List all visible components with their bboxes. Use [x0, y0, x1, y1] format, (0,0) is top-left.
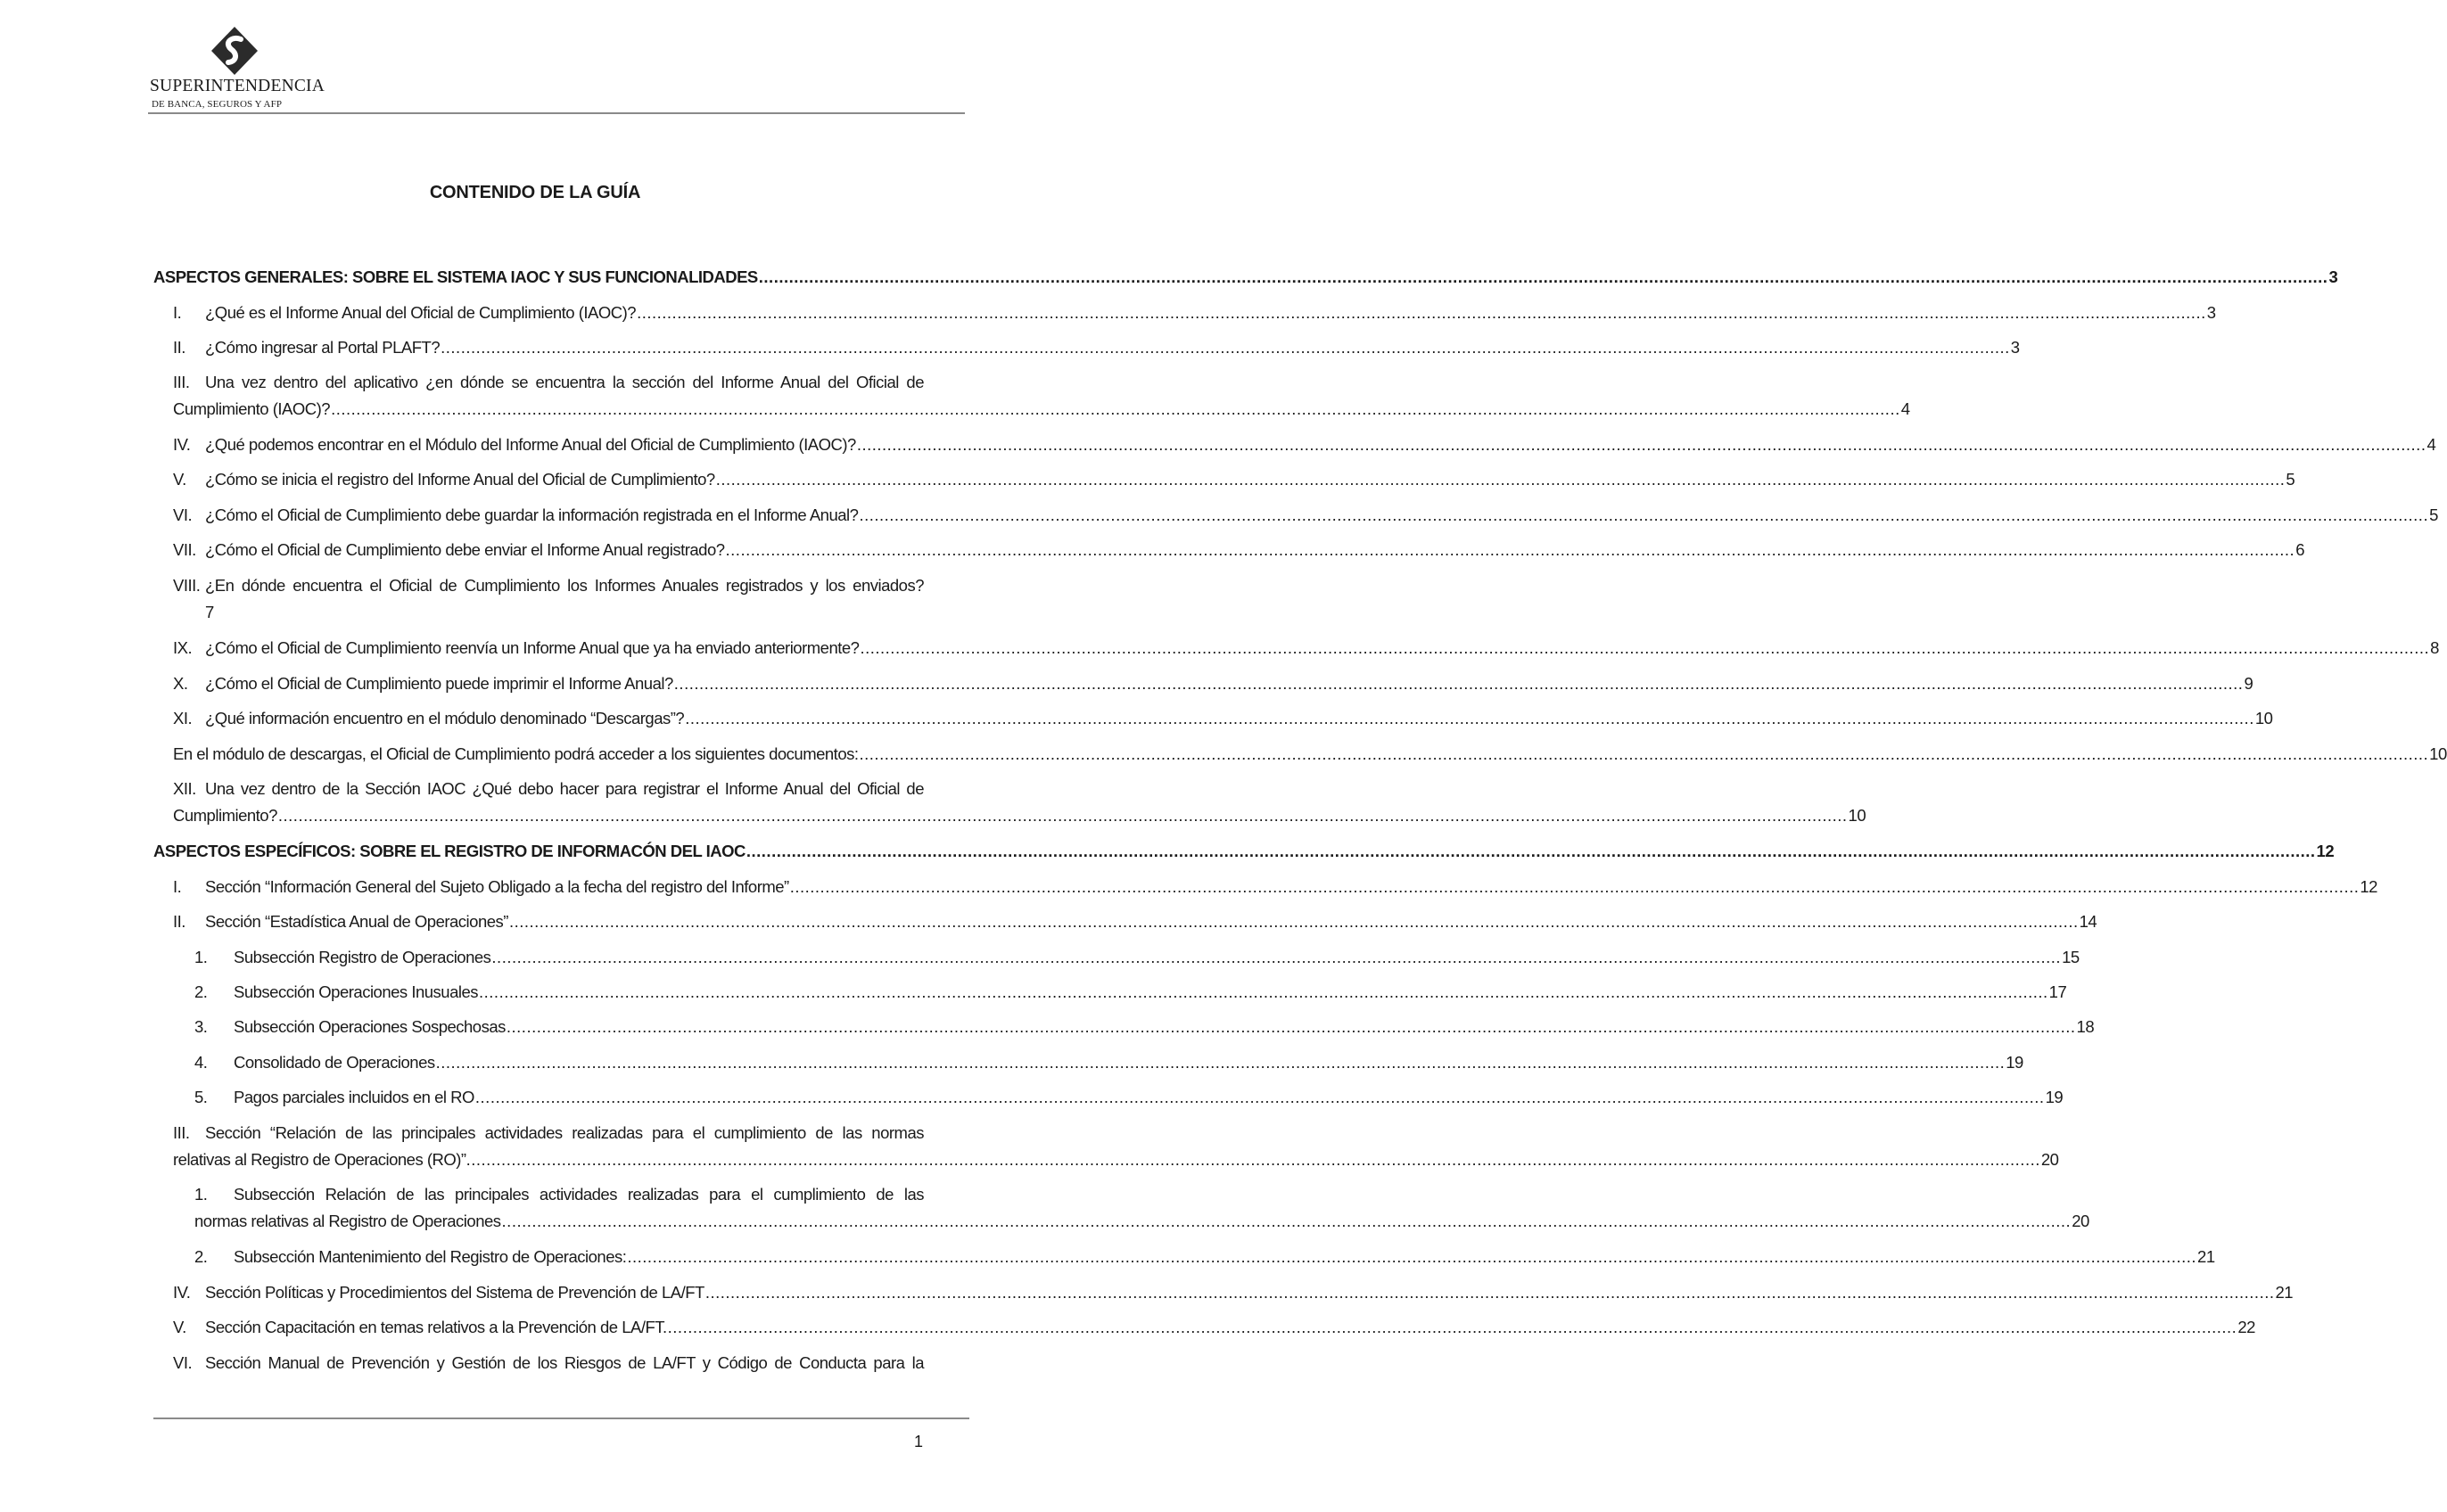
toc-text: Sección Manual de Prevención y Gestión de los Riesgos de LA/FT y Código de Conducta para la: [205, 1353, 924, 1372]
toc-number: 5.: [194, 1088, 208, 1106]
toc-page: 12: [2316, 842, 2335, 860]
toc-entry[interactable]: [173, 1350, 924, 1376]
toc-entry[interactable]: [173, 1314, 2255, 1341]
toc-leader: [502, 1208, 2072, 1235]
toc-number: 1.: [194, 948, 208, 966]
toc-page: 9: [2244, 674, 2253, 693]
toc-text: Sección Políticas y Procedimientos del Sistema de Prevención de LA/FT: [205, 1283, 704, 1302]
toc-entry[interactable]: [173, 705, 2273, 732]
toc-number: XI.: [173, 709, 193, 727]
toc-number: X.: [173, 674, 188, 693]
toc-number: VI.: [173, 505, 193, 524]
toc-leader: [860, 635, 2429, 662]
toc-number: 3.: [194, 1017, 208, 1036]
toc-entry[interactable]: [173, 1120, 2059, 1173]
toc-entry[interactable]: [173, 874, 2377, 900]
toc-page: 14: [2079, 912, 2097, 931]
toc-page: 21: [2275, 1283, 2294, 1302]
toc-page: 3: [2328, 267, 2338, 286]
toc-page: 7: [205, 603, 214, 621]
toc-page: 17: [2048, 982, 2067, 1001]
toc-text: Una vez dentro del aplicativo ¿en dónde se encuentra la sección del Informe Anual del Oficial de: [205, 373, 924, 391]
toc-subentry[interactable]: [194, 1084, 2064, 1111]
toc-entry[interactable]: [173, 502, 2438, 529]
toc-leader: [668, 1314, 2237, 1341]
toc-text: ¿Qué podemos encontrar en el Módulo del Informe Anual del Oficial de Cumplimiento (IAOC)?: [205, 435, 856, 454]
toc-text: Subsección Operaciones Sospechosas: [234, 1017, 506, 1036]
toc-entry[interactable]: [173, 300, 2216, 326]
toc-leader: [759, 264, 2328, 291]
toc-text: ¿Cómo el Oficial de Cumplimiento puede imprimir el Informe Anual?: [205, 674, 673, 693]
toc-leader: [436, 1049, 2006, 1076]
toc-number: 1.: [194, 1185, 208, 1204]
toc-leader: [637, 300, 2206, 326]
toc-number: V.: [173, 470, 186, 489]
toc-number: I.: [173, 303, 182, 322]
toc-page: 10: [2254, 709, 2273, 727]
toc-text: Subsección Relación de las principales actividades realizadas para el cumplimiento de las: [234, 1185, 924, 1204]
toc-leader: [705, 1279, 2275, 1306]
toc-entry[interactable]: [173, 670, 2253, 697]
toc-page: 8: [2430, 638, 2439, 657]
toc-text: ¿En dónde encuentra el Oficial de Cumplimiento los Informes Anuales registrados y los enviados?: [205, 576, 924, 595]
toc-leader: [491, 944, 2061, 971]
toc-entry[interactable]: [173, 776, 1866, 829]
toc-text-continued: normas relativas al Registro de Operaciones: [194, 1212, 501, 1230]
toc-number: IV.: [173, 1283, 191, 1302]
toc-page: 10: [2429, 744, 2447, 763]
document-title: CONTENIDO DE LA GUÍA: [429, 183, 641, 202]
toc-text: Pagos parciales incluidos en el RO: [234, 1088, 474, 1106]
toc-subentry[interactable]: [194, 1181, 2089, 1235]
toc-leader: [507, 1014, 2076, 1040]
toc-page: 4: [2426, 435, 2436, 454]
toc-number: XII.: [173, 779, 196, 798]
toc-text: Consolidado de Operaciones: [234, 1053, 435, 1072]
toc-entry[interactable]: [173, 466, 2295, 493]
toc-text: Sección “Información General del Sujeto Obligado a la fecha del registro del Informe”: [205, 877, 789, 896]
toc-leader: [479, 979, 2048, 1006]
toc-leader: [857, 431, 2426, 458]
toc-text: ¿Qué información encuentro en el módulo denominado “Descargas”?: [205, 709, 685, 727]
toc-number: II.: [173, 912, 185, 931]
toc-text-continued: Cumplimiento (IAOC)?: [173, 399, 331, 418]
toc-leader: [278, 802, 1848, 829]
footer-divider: [153, 1418, 969, 1419]
toc-number: IV.: [173, 435, 191, 454]
org-subtitle: DE BANCA, SEGUROS Y AFP: [152, 99, 283, 110]
toc-page: 4: [1900, 399, 1910, 418]
toc-text: ASPECTOS GENERALES: SOBRE EL SISTEMA IAOC Y SUS FUNCIONALIDADES: [153, 267, 758, 286]
toc-entry[interactable]: [173, 635, 2439, 662]
toc-leader: [685, 705, 2254, 732]
toc-leader: [746, 838, 2316, 865]
toc-entry[interactable]: [173, 334, 2020, 361]
toc-page: 20: [2040, 1150, 2059, 1169]
toc-text: Subsección Mantenimiento del Registro de Operaciones:: [234, 1247, 627, 1266]
toc-number: 2.: [194, 982, 208, 1001]
toc-number: IX.: [173, 638, 193, 657]
toc-leader: [726, 537, 2295, 563]
toc-leader: [716, 466, 2286, 493]
toc-entry[interactable]: [173, 741, 2447, 768]
toc-text: Una vez dentro de la Sección IAOC ¿Qué debo hacer para registrar el Informe Anual del Oficial de: [205, 779, 924, 798]
toc-page: 19: [2006, 1053, 2023, 1072]
toc-page: 12: [2360, 877, 2377, 896]
toc-entry[interactable]: [173, 369, 1910, 423]
toc-page: 5: [2429, 505, 2438, 524]
toc-heading-specific[interactable]: [153, 838, 2335, 865]
toc-number: I.: [173, 877, 182, 896]
toc-text: En el módulo de descargas, el Oficial de Cumplimiento podrá acceder a los siguientes documentos:: [173, 744, 859, 763]
toc-entry[interactable]: [173, 908, 2097, 935]
toc-subentry[interactable]: [194, 979, 2067, 1006]
toc-number: 4.: [194, 1053, 208, 1072]
toc-page: 20: [2072, 1212, 2089, 1230]
toc-text: ¿Cómo el Oficial de Cumplimiento debe guardar la información registrada en el Informe Anual?: [205, 505, 859, 524]
toc-number: III.: [173, 1123, 190, 1142]
toc-page: 21: [2197, 1247, 2215, 1266]
toc-number: VI.: [173, 1353, 193, 1372]
toc-number: II.: [173, 338, 185, 357]
toc-number: III.: [173, 373, 190, 391]
toc-text-continued: Cumplimiento?: [173, 806, 277, 825]
toc-page: 15: [2062, 948, 2080, 966]
toc-text: Subsección Registro de Operaciones: [234, 948, 491, 966]
toc-number: 2.: [194, 1247, 208, 1266]
toc-text: ¿Cómo el Oficial de Cumplimiento reenvía un Informe Anual que ya ha enviado anteriormente?: [205, 638, 860, 657]
toc-text: Sección “Relación de las principales actividades realizadas para el cumplimiento de las normas: [205, 1123, 924, 1142]
toc-leader: [475, 1084, 2045, 1111]
toc-text: ¿Qué es el Informe Anual del Oficial de Cumplimiento (IAOC)?: [205, 303, 637, 322]
toc-page: 3: [2010, 338, 2020, 357]
toc-subentry[interactable]: [194, 1244, 2215, 1270]
toc-leader: [860, 741, 2429, 768]
toc-text: ¿Cómo se inicia el registro del Informe Anual del Oficial de Cumplimiento?: [205, 470, 715, 489]
toc-text: ¿Cómo el Oficial de Cumplimiento debe enviar el Informe Anual registrado?: [205, 540, 725, 559]
toc-entry[interactable]: [173, 1279, 2294, 1306]
toc-text: Subsección Operaciones Inusuales: [234, 982, 479, 1001]
toc-entry[interactable]: [173, 431, 2436, 458]
toc-page: 6: [2295, 540, 2304, 559]
toc-text: Sección Capacitación en temas relativos a la Prevención de LA/FT.: [205, 1318, 667, 1336]
toc-subentry[interactable]: [194, 1014, 2095, 1040]
toc-number: VII.: [173, 540, 196, 559]
toc-number: VIII.: [173, 576, 201, 595]
toc-leader: [509, 908, 2079, 935]
toc-entry[interactable]: [173, 572, 924, 626]
toc-text: ¿Cómo ingresar al Portal PLAFT?: [205, 338, 441, 357]
toc-page: 3: [2206, 303, 2216, 322]
toc-subentry[interactable]: [194, 1049, 2023, 1076]
toc-subentry[interactable]: [194, 944, 2080, 971]
toc-entry[interactable]: [173, 537, 2304, 563]
toc-page: 22: [2237, 1318, 2255, 1336]
toc-number: V.: [173, 1318, 186, 1336]
toc-leader: [674, 670, 2244, 697]
toc-page: 18: [2076, 1017, 2095, 1036]
toc-leader: [471, 1146, 2040, 1173]
toc-leader: [859, 502, 2428, 529]
toc-text-continued: relativas al Registro de Operaciones (RO)”.: [173, 1150, 471, 1169]
toc-leader: [790, 874, 2360, 900]
page-number: 1: [913, 1433, 923, 1450]
toc-heading-general[interactable]: [153, 264, 2338, 291]
toc-text: Sección “Estadística Anual de Operaciones”: [205, 912, 508, 931]
toc-page: 5: [2286, 470, 2295, 489]
toc-page: 10: [1848, 806, 1866, 825]
toc-leader: [441, 334, 2010, 361]
toc-leader: [331, 396, 1900, 423]
org-name: SUPERINTENDENCIA: [150, 77, 325, 95]
toc-page: 19: [2045, 1088, 2064, 1106]
toc-text: ASPECTOS ESPECÍFICOS: SOBRE EL REGISTRO DE INFORMACÓN DEL IAOC: [153, 842, 746, 860]
toc-leader: [627, 1244, 2196, 1270]
